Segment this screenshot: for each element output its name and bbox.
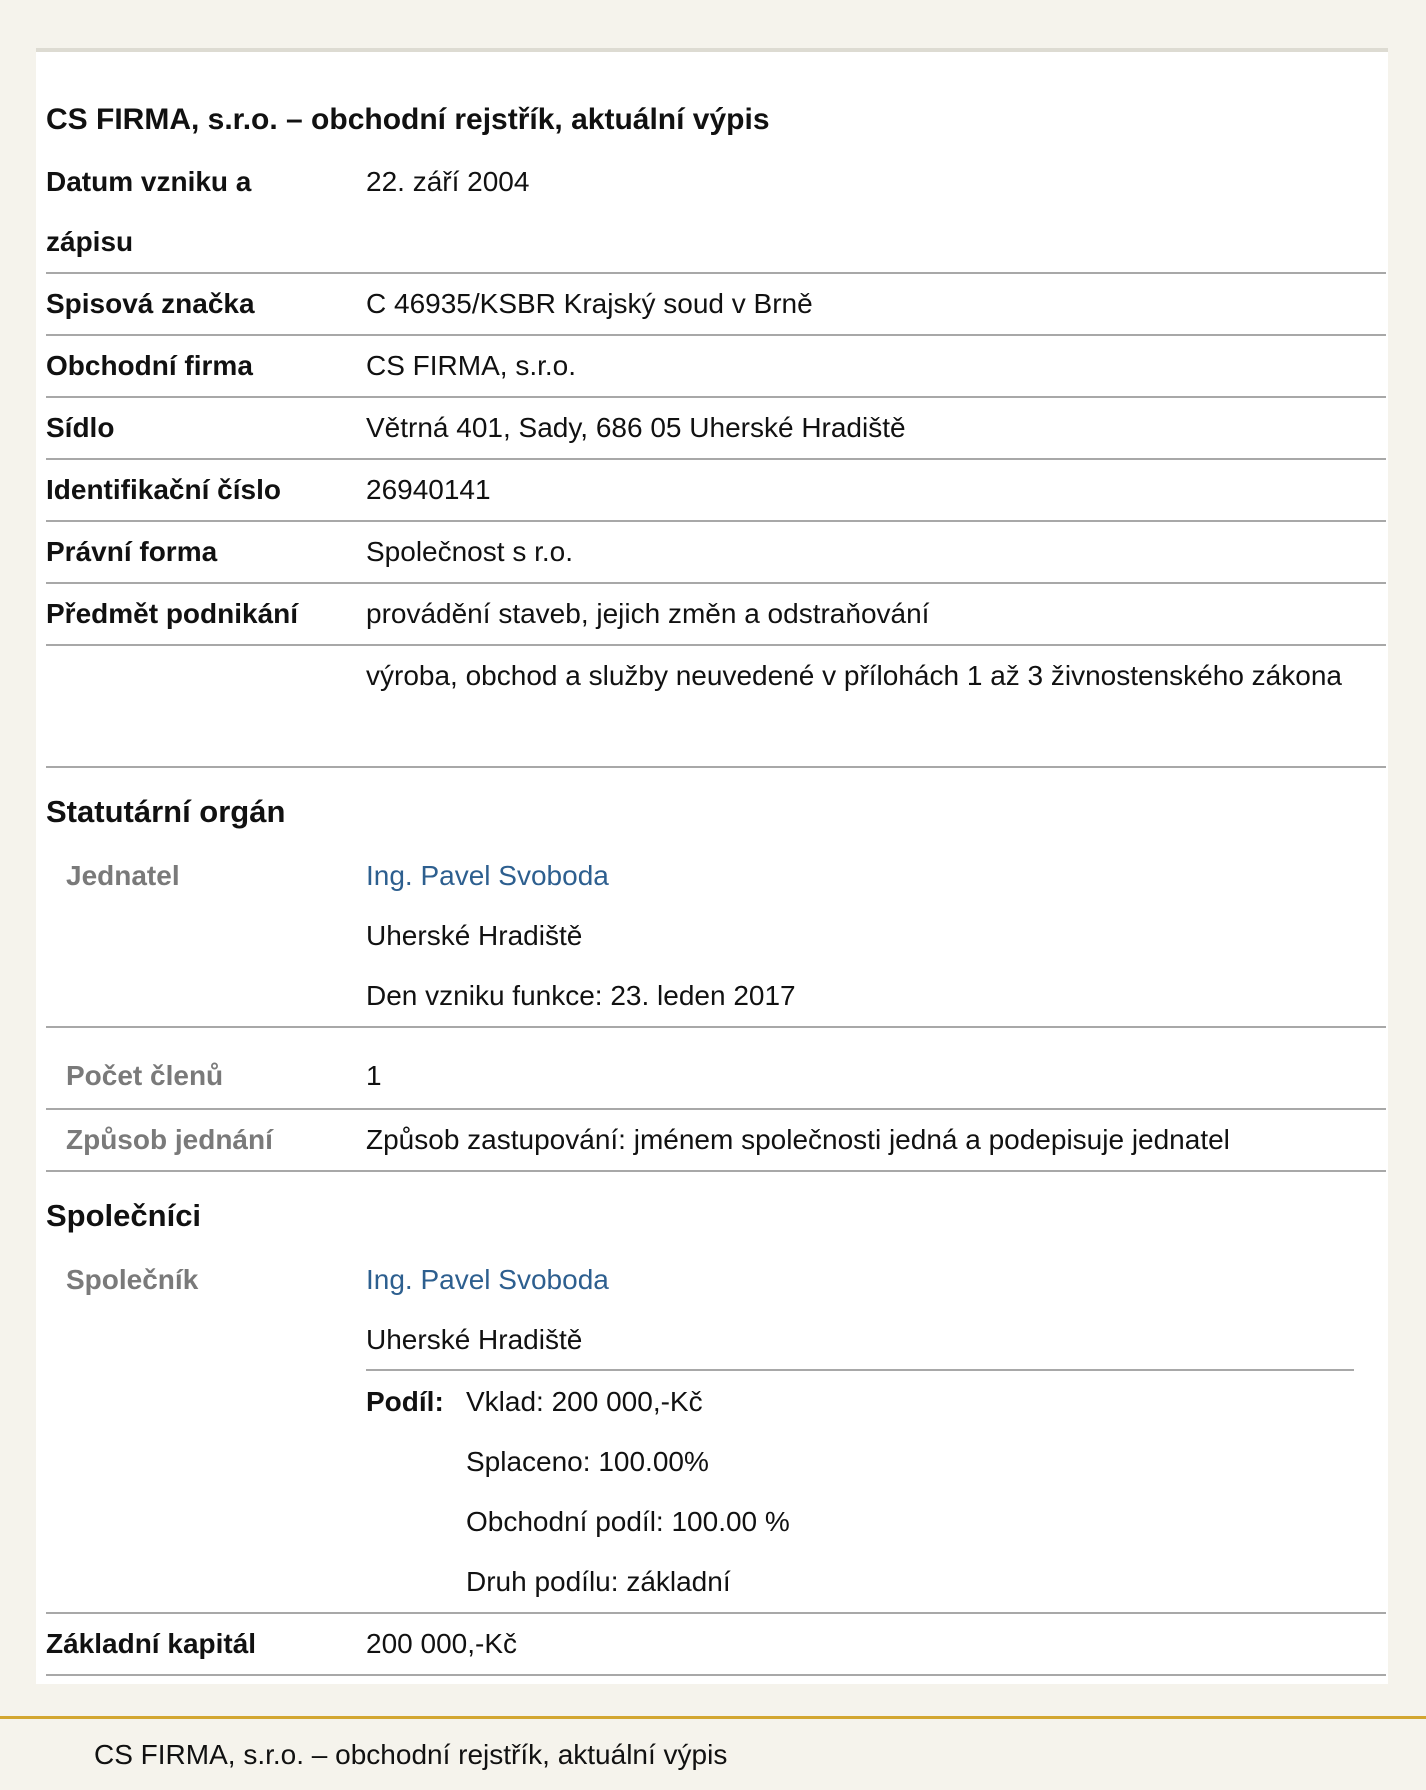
row-jednatel <box>46 846 1386 1028</box>
footer-caption: CS FIRMA, s.r.o. – obchodní rejstřík, aktuální výpis <box>94 1739 728 1770</box>
row-pocet-clenu <box>46 1046 1386 1110</box>
podil-divider <box>366 1369 1354 1371</box>
jednatel-city: Uherské Hradiště <box>366 920 583 951</box>
value-datum-vzniku: 22. září 2004 <box>366 166 530 197</box>
spolecnik-name-link[interactable]: Ing. Pavel Svoboda <box>366 1264 609 1295</box>
podil-druh: Druh podílu: základní <box>466 1566 731 1597</box>
section-statutarni-organ: Statutární orgán <box>46 794 286 829</box>
label-ico: Identifikační číslo <box>46 474 281 505</box>
value-obchodni-firma: CS FIRMA, s.r.o. <box>366 350 577 381</box>
label-predmet-podnikani: Předmět podnikání <box>46 598 299 629</box>
value-sidlo: Větrná 401, Sady, 686 05 Uherské Hradiště <box>366 412 906 443</box>
value-ico: 26940141 <box>366 474 491 505</box>
label-pravni-forma: Právní forma <box>46 536 218 567</box>
podil-splaceno: Splaceno: 100.00% <box>466 1446 709 1477</box>
value-spolecnik <box>366 1250 1376 1370</box>
row-obchodni-firma <box>46 336 1386 398</box>
row-ico <box>46 460 1386 522</box>
row-pravni-forma <box>46 522 1386 584</box>
spolecnik-city: Uherské Hradiště <box>366 1324 583 1355</box>
row-zakladni-kapital <box>46 1614 1386 1676</box>
value-zakladni-kapital: 200 000,-Kč <box>366 1628 517 1659</box>
label-jednatel: Jednatel <box>66 860 180 891</box>
jednatel-since: Den vzniku funkce: 23. leden 2017 <box>366 980 796 1011</box>
page-title: CS FIRMA, s.r.o. – obchodní rejstřík, aktuální výpis <box>46 103 770 136</box>
value-pravni-forma: Společnost s r.o. <box>366 536 574 567</box>
label-sidlo: Sídlo <box>46 412 115 443</box>
row-spisova-znacka <box>46 274 1386 336</box>
row-predmet-podnikani-2 <box>46 646 1386 768</box>
predmet-item: výroba, obchod a služby neuvedené v přílohách 1 až 3 živnostenského zákona <box>366 660 1342 691</box>
value-pocet-clenu: 1 <box>366 1060 382 1091</box>
podil-values <box>466 1372 790 1612</box>
label-obchodni-firma: Obchodní firma <box>46 350 253 381</box>
row-datum-vzniku <box>46 152 1386 274</box>
podil-label: Podíl: <box>366 1386 444 1417</box>
podil-obchodni: Obchodní podíl: 100.00 % <box>466 1506 790 1537</box>
predmet-item: provádění staveb, jejich změn a odstraňování <box>366 598 930 629</box>
section-spolecnici: Společníci <box>46 1198 202 1233</box>
row-sidlo <box>46 398 1386 460</box>
label-zpusob-jednani: Způsob jednání <box>66 1124 273 1155</box>
label-datum-vzniku: Datum vzniku a zápisu <box>46 166 252 257</box>
label-zakladni-kapital: Základní kapitál <box>46 1628 257 1659</box>
label-spisova-znacka: Spisová značka <box>46 288 255 319</box>
jednatel-name-link[interactable]: Ing. Pavel Svoboda <box>366 860 609 891</box>
row-zpusob-jednani <box>46 1110 1386 1172</box>
footer-divider <box>0 1716 1426 1719</box>
label-pocet-clenu: Počet členů <box>66 1060 224 1091</box>
value-spisova-znacka: C 46935/KSBR Krajský soud v Brně <box>366 288 813 319</box>
value-jednatel <box>366 846 1376 1026</box>
podil-vklad: Vklad: 200 000,-Kč <box>466 1386 703 1417</box>
value-zpusob-jednani: Způsob zastupování: jménem společnosti jedná a podepisuje jednatel <box>366 1124 1230 1155</box>
row-predmet-podnikani <box>46 584 1386 646</box>
label-spolecnik: Společník <box>66 1264 199 1295</box>
